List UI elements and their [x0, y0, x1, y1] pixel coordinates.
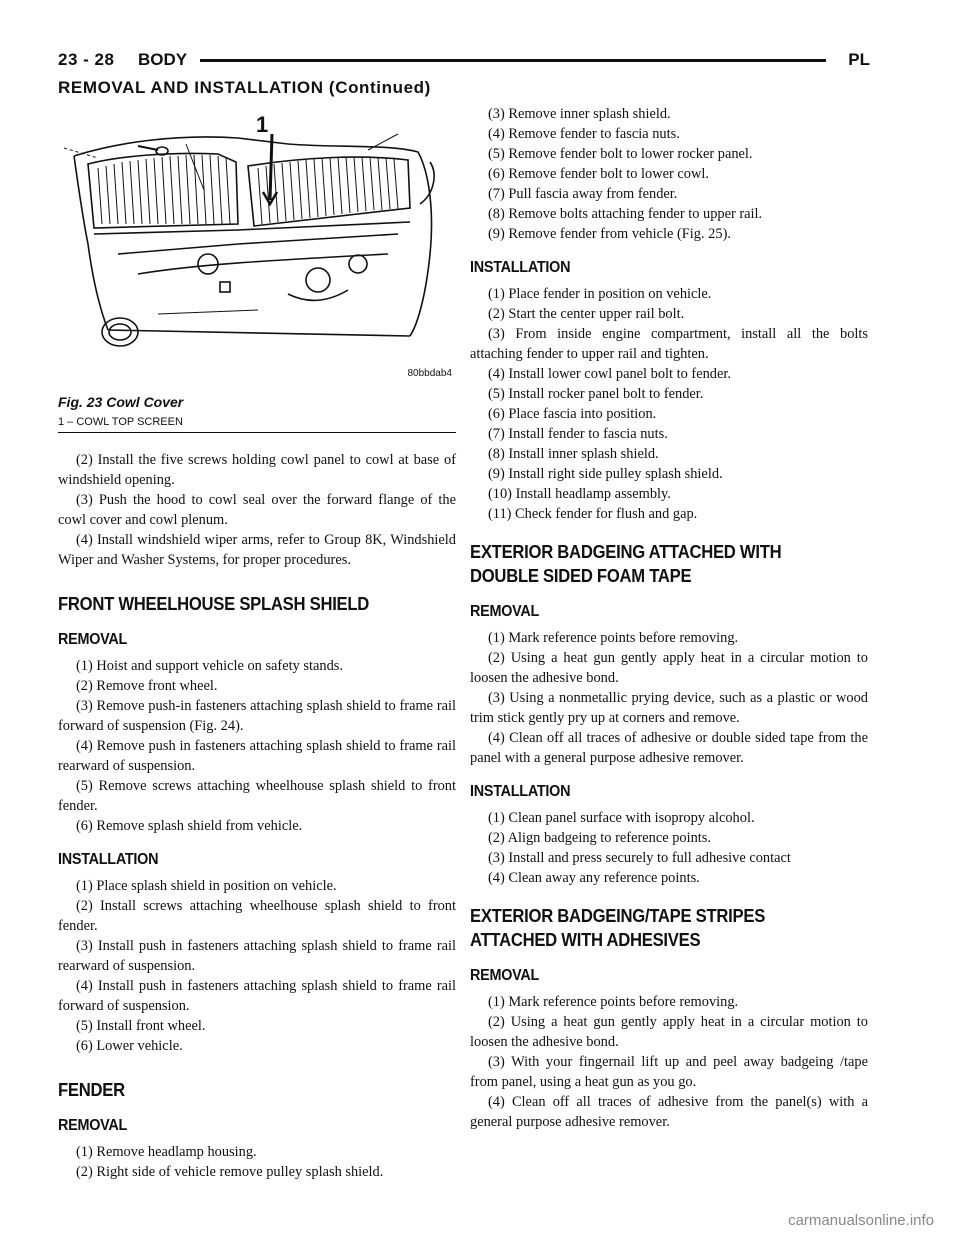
step: (7) Pull fascia away from fender.: [488, 186, 678, 202]
step: (1) Mark reference points before removing.: [488, 994, 739, 1010]
step: (2) Install screws attaching wheelhouse splash shield to front fender.: [58, 898, 456, 934]
step: (9) Install right side pulley splash shield.: [488, 466, 723, 482]
step: (1) Remove headlamp housing.: [76, 1144, 257, 1160]
step: (2) Align badgeing to reference points.: [488, 830, 711, 846]
step: (4) Remove fender to fascia nuts.: [488, 126, 680, 142]
cowl-install-continued: [58, 450, 456, 570]
subsection-removal: REMOVAL: [470, 603, 540, 620]
step: (5) Remove fender bolt to lower rocker panel.: [488, 146, 753, 162]
step: (7) Install fender to fascia nuts.: [488, 426, 668, 442]
cowl-cover-illustration: [58, 104, 456, 374]
step: (4) Remove push in fasteners attaching splash shield to frame rail rearward of suspension.: [58, 738, 456, 774]
step: (4) Clean away any reference points.: [488, 870, 700, 886]
step: (9) Remove fender from vehicle (Fig. 25).: [488, 226, 731, 242]
section-title-line-1: EXTERIOR BADGEING/TAPE STRIPES: [470, 905, 766, 926]
step: (3) Push the hood to cowl seal over the forward flange of the cowl cover and cowl plenum.: [58, 492, 456, 528]
figure-cowl-cover: [58, 104, 456, 426]
figure-rule: [58, 432, 456, 433]
step: (5) Install front wheel.: [76, 1018, 206, 1034]
continued-heading: REMOVAL AND INSTALLATION (Continued): [58, 78, 431, 97]
model-code: PL: [848, 50, 870, 69]
section-title-splash-shield: FRONT WHEELHOUSE SPLASH SHIELD: [58, 593, 370, 614]
step: (2) Remove front wheel.: [76, 678, 218, 694]
subsection-installation: INSTALLATION: [470, 259, 571, 276]
step: (11) Check fender for flush and gap.: [488, 506, 698, 522]
step: (3) Using a nonmetallic prying device, such as a plastic or wood trim stick gently pry up at corners and remove.: [470, 690, 868, 726]
step: (1) Place splash shield in position on vehicle.: [76, 878, 337, 894]
section-title-line-1: EXTERIOR BADGEING ATTACHED WITH: [470, 541, 782, 562]
step: (3) Install push in fasteners attaching splash shield to frame rail rearward of suspension.: [58, 938, 456, 974]
step: (3) With your fingernail lift up and peel away badgeing /tape from panel, using a heat gun as you go.: [470, 1054, 868, 1090]
step: (3) From inside engine compartment, install all the bolts attaching fender to upper rail and tighten.: [470, 326, 868, 362]
subsection-removal: REMOVAL: [470, 967, 540, 984]
step: (10) Install headlamp assembly.: [488, 486, 671, 502]
subsection-removal: REMOVAL: [58, 1117, 128, 1134]
header-rule: [200, 59, 826, 62]
step: (3) Install and press securely to full adhesive contact: [488, 850, 791, 866]
figure-title: Fig. 23 Cowl Cover: [58, 394, 184, 410]
step: (3) Remove inner splash shield.: [488, 106, 671, 122]
step: (4) Clean off all traces of adhesive from the panel(s) with a general purpose adhesive remover.: [470, 1094, 868, 1130]
subsection-installation: INSTALLATION: [58, 851, 159, 868]
step: (2) Using a heat gun gently apply heat in a circular motion to loosen the adhesive bond.: [470, 1014, 868, 1050]
section-title-foam-tape: [470, 540, 828, 588]
section-title-line-2: DOUBLE SIDED FOAM TAPE: [470, 565, 692, 586]
step: (2) Install the five screws holding cowl panel to cowl at base of windshield opening.: [58, 452, 456, 488]
step: (2) Using a heat gun gently apply heat in a circular motion to loosen the adhesive bond.: [470, 650, 868, 686]
section-title-line-2: ATTACHED WITH ADHESIVES: [470, 929, 701, 950]
page-number: 23 - 28: [58, 50, 115, 69]
step: (6) Place fascia into position.: [488, 406, 657, 422]
subsection-installation: INSTALLATION: [470, 783, 571, 800]
step: (1) Mark reference points before removing.: [488, 630, 739, 646]
step: (8) Remove bolts attaching fender to upper rail.: [488, 206, 763, 222]
section-title-fender: FENDER: [58, 1079, 125, 1100]
step: (4) Install push in fasteners attaching splash shield to frame rail forward of suspension.: [58, 978, 456, 1014]
right-column: [470, 104, 868, 1132]
step: (4) Install lower cowl panel bolt to fender.: [488, 366, 731, 382]
step: (5) Remove screws attaching wheelhouse splash shield to front fender.: [58, 778, 456, 814]
page-header: [58, 50, 870, 72]
figure-code: 80bbdab4: [407, 368, 452, 379]
figure-callout: 1: [256, 112, 269, 137]
step: (6) Remove fender bolt to lower cowl.: [488, 166, 709, 182]
watermark[interactable]: carmanualsonline.info: [788, 1212, 934, 1229]
step: (2) Right side of vehicle remove pulley splash shield.: [76, 1164, 384, 1180]
step: (1) Place fender in position on vehicle.: [488, 286, 712, 302]
step: (5) Install rocker panel bolt to fender.: [488, 386, 704, 402]
step: (1) Clean panel surface with isopropy alcohol.: [488, 810, 755, 826]
step: (2) Start the center upper rail bolt.: [488, 306, 685, 322]
step: (6) Remove splash shield from vehicle.: [76, 818, 303, 834]
step: (3) Remove push-in fasteners attaching splash shield to frame rail forward of suspension (Fig. 24).: [58, 698, 456, 734]
step: (4) Clean off all traces of adhesive or double sided tape from the panel with a general purpose adhesive remover.: [470, 730, 868, 766]
subsection-removal: REMOVAL: [58, 631, 128, 648]
step: (1) Hoist and support vehicle on safety stands.: [76, 658, 343, 674]
step: (8) Install inner splash shield.: [488, 446, 659, 462]
section-title-adhesives: [470, 904, 828, 952]
section-name: BODY: [138, 50, 188, 69]
figure-legend: 1 – COWL TOP SCREEN: [58, 416, 183, 428]
step: (6) Lower vehicle.: [76, 1038, 183, 1054]
left-column: [58, 104, 456, 1182]
step: (4) Install windshield wiper arms, refer to Group 8K, Windshield Wiper and Washer Systems, for proper procedures.: [58, 532, 456, 568]
